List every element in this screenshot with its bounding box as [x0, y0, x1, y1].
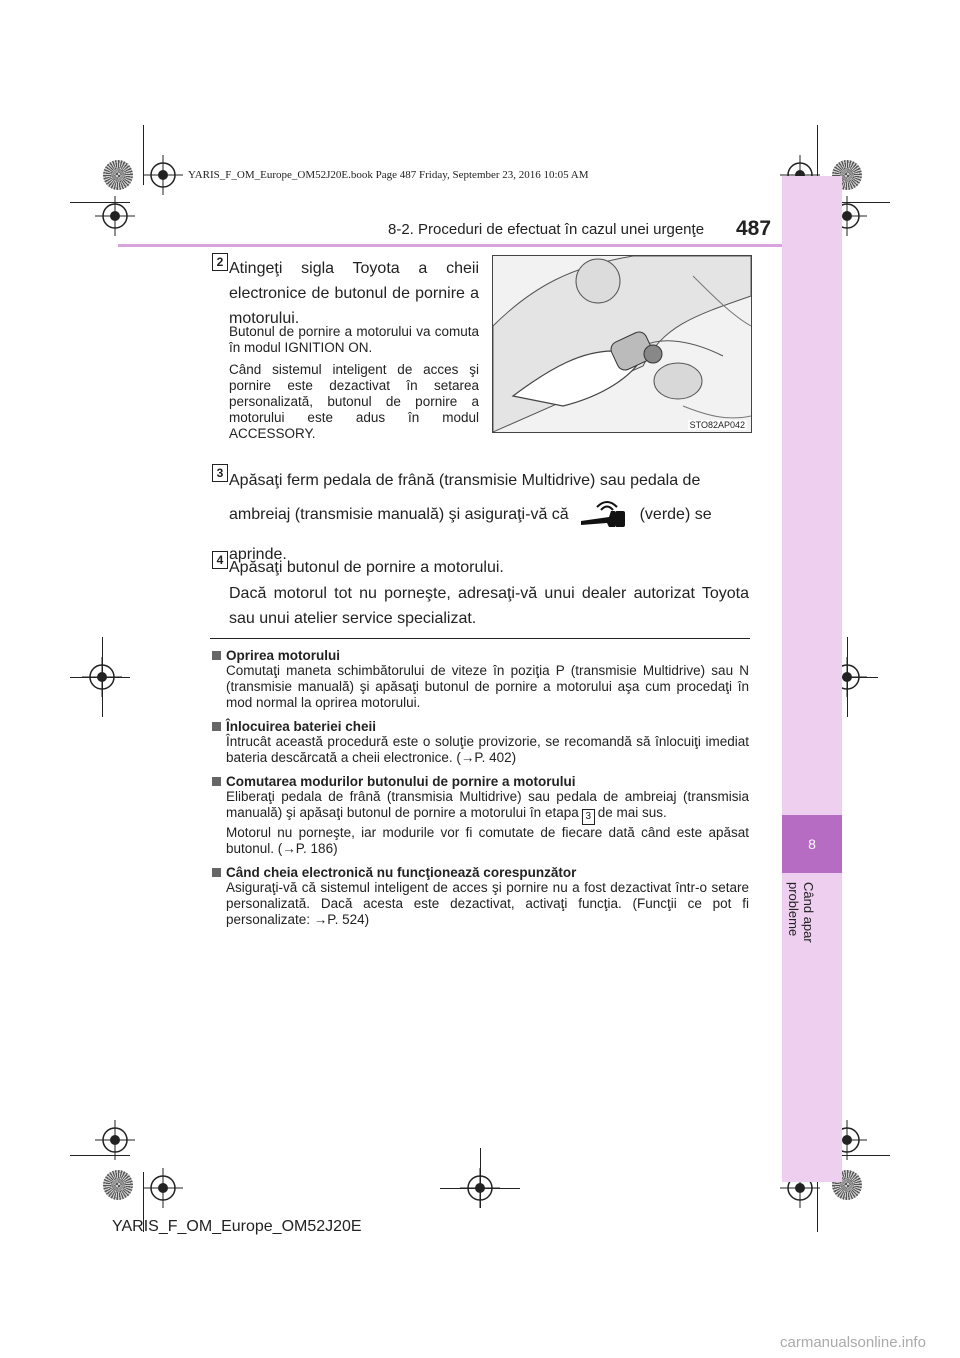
step-4-extra: Dacă motorul tot nu porneşte, adresaţi-vă unui dealer autorizat Toyota sau unui atelier service specializat.: [229, 585, 749, 627]
note-cheia: [212, 865, 749, 928]
note-body: [212, 789, 749, 825]
side-tab-label: Când apar probleme: [786, 882, 816, 943]
step-number-2: 2: [212, 253, 228, 271]
note-body: Asiguraţi-vă că sistemul inteligent de acces şi pornire nu a fost dezactivat într-o setare personalizată. Dacă acesta este dezactivat, activaţi funcţia. (Funcţii ce pot fi personalizate: →P. 524): [226, 880, 749, 927]
note-body: Întrucât această procedură este o soluţie provizorie, se recomandă să înlocuiţi imediat bateria descărcată a cheii electronice. (→P. 402): [226, 734, 749, 765]
registration-target-icon: [95, 196, 135, 236]
section-title: 8-2. Proceduri de efectuat în cazul unei urgenţe: [388, 221, 705, 238]
registration-target-icon: [82, 657, 122, 697]
step-2-note-1: Butonul de pornire a motorului va comuta în modul IGNITION ON.: [229, 324, 479, 355]
side-tab: [782, 176, 842, 1182]
color-rosette-icon: [103, 160, 133, 190]
registration-target-icon: [143, 155, 183, 195]
key-fob-illustration: [492, 255, 752, 433]
book-info: YARIS_F_OM_Europe_OM52J20E.book Page 487 Friday, September 23, 2016 10:05 AM: [188, 169, 589, 181]
registration-target-icon: [143, 1168, 183, 1208]
note-body-2: Motorul nu porneşte, iar modurile vor fi comutate de fiecare dată când este apăsat butonul. (→P. 186): [226, 825, 749, 856]
note-body: Comutaţi maneta schimbătorului de viteze în poziţia P (transmisie Multidrive) sau N (transmisie manuală) şi apăsaţi butonul de pornire a motorului aşa cum procedaţi în mod normal la oprirea motorului.: [226, 663, 749, 710]
hand-holding-key-fob-icon: [493, 256, 751, 432]
figure-code: STO82AP042: [689, 420, 745, 430]
square-bullet-icon: [212, 868, 221, 877]
section-divider: [210, 638, 750, 639]
side-tab-number: 8: [782, 815, 842, 873]
page-number: 487: [736, 217, 772, 240]
footer-doc-id: YARIS_F_OM_Europe_OM52J20E: [112, 1218, 362, 1235]
note-inlocuirea: [212, 719, 749, 766]
note-body-after: de mai sus.: [597, 805, 667, 820]
note-body-before: Eliberaţi pedala de frână (transmisia Multidrive) sau pedala de ambreiaj (transmisia manuală) şi apăsaţi butonul de pornire a motorului în etapa: [226, 789, 749, 820]
square-bullet-icon: [212, 722, 221, 731]
registration-target-icon: [460, 1168, 500, 1208]
header-rule: [118, 244, 782, 247]
step-3-text-before: Apăsaţi ferm pedala de frână (transmisie Multidrive) sau pedala de ambreiaj (transmisie manuală) şi asiguraţi-vă că: [229, 472, 701, 523]
step-4-text: Apăsaţi butonul de pornire a motorului.: [229, 559, 504, 576]
square-bullet-icon: [212, 651, 221, 660]
square-bullet-icon: [212, 777, 221, 786]
registration-target-icon: [95, 1120, 135, 1160]
step-number-4: 4: [212, 551, 228, 569]
note-title: Comutarea modurilor butonului de pornire a motorului: [226, 774, 576, 789]
step-number-3: 3: [212, 464, 228, 482]
watermark: carmanualsonline.info: [780, 1334, 926, 1351]
notes-section: [212, 648, 749, 928]
note-oprirea: [212, 648, 749, 711]
step-ref-box: 3: [582, 809, 595, 825]
step-2-note-2: Când sistemul inteligent de acces şi pornire este dezactivat în setarea personalizată, butonul de pornire a motorului este adus în modul ACCESSORY.: [229, 362, 479, 441]
step-2-text: Atingeţi sigla Toyota a cheii electronice de butonul de pornire a motorului.: [229, 260, 479, 327]
step-3-text-after: (verde) se aprinde.: [229, 506, 712, 563]
note-title: Oprirea motorului: [226, 648, 341, 663]
color-rosette-icon: [103, 1170, 133, 1200]
note-title: Înlocuirea bateriei cheii: [226, 719, 377, 734]
note-title: Când cheia electronică nu funcţionează corespunzător: [226, 865, 577, 880]
key-indicator-icon: [579, 497, 629, 539]
note-comutarea: [212, 774, 749, 857]
